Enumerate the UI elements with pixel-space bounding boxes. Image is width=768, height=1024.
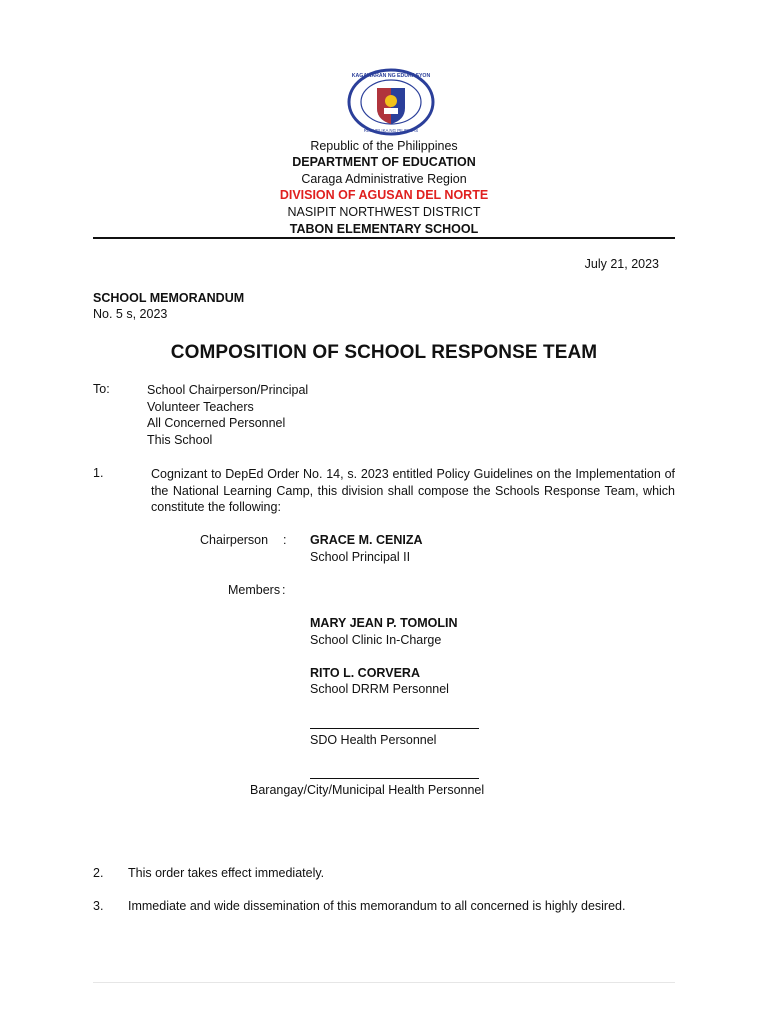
header-division: DIVISION OF AGUSAN DEL NORTE: [279, 188, 489, 202]
members-colon: :: [282, 583, 286, 597]
footer-divider: [93, 982, 675, 983]
member-position: School Clinic In-Charge: [310, 633, 442, 647]
header-district: NASIPIT NORTHWEST DISTRICT: [287, 205, 481, 219]
item-text: Cognizant to DepEd Order No. 14, s. 2023 entitled Policy Guidelines on the Implementation of the National Learning Camp, this division shall compose the Schools Response Team, which constitute the following:: [151, 467, 675, 514]
member-name: MARY JEAN P. TOMOLIN: [310, 616, 458, 630]
seal-text-top: KAGAWARAN NG EDUKASYON: [351, 73, 431, 79]
header-region: Caraga Administrative Region: [301, 172, 467, 186]
recipient-list: [147, 382, 308, 449]
recipient-item: School Chairperson/Principal: [147, 383, 309, 397]
chair-name: GRACE M. CENIZA: [310, 533, 423, 547]
item-number: 2.: [93, 866, 104, 880]
recipient-item: This School: [147, 433, 213, 448]
members-label: Members: [228, 583, 281, 597]
header-country: Republic of the Philippines: [310, 139, 458, 153]
chair-label: Chairperson: [200, 533, 269, 547]
deped-seal-logo: [347, 68, 435, 136]
item-number: 3.: [93, 899, 104, 913]
to-label: To:: [93, 382, 110, 396]
signature-blank-line: [310, 728, 479, 729]
chair-position: School Principal II: [310, 550, 411, 564]
memo-type: SCHOOL MEMORANDUM: [93, 291, 245, 305]
header-divider: [93, 237, 675, 239]
signature-blank-line: [310, 778, 479, 779]
item-text: This order takes effect immediately.: [128, 866, 325, 880]
blank-position: SDO Health Personnel: [310, 733, 437, 747]
chair-colon: :: [283, 533, 287, 547]
recipient-item: All Concerned Personnel: [147, 416, 286, 431]
header-school: TABON ELEMENTARY SCHOOL: [289, 222, 479, 236]
memo-title: COMPOSITION OF SCHOOL RESPONSE TEAM: [170, 342, 598, 363]
item-number: 1.: [93, 466, 104, 480]
seal-text-bottom: REPUBLIKA NG PILIPINAS: [363, 128, 419, 133]
item-text: Immediate and wide dissemination of this memorandum to all concerned is highly desired.: [128, 899, 626, 913]
blank-position: Barangay/City/Municipal Health Personnel: [250, 783, 485, 797]
member-name: RITO L. CORVERA: [310, 666, 420, 680]
recipient-item: Volunteer Teachers: [147, 399, 254, 414]
header-department: DEPARTMENT OF EDUCATION: [292, 155, 476, 169]
memo-date: July 21, 2023: [584, 257, 659, 271]
memo-number: No. 5 s, 2023: [93, 307, 168, 321]
member-position: School DRRM Personnel: [310, 682, 449, 696]
